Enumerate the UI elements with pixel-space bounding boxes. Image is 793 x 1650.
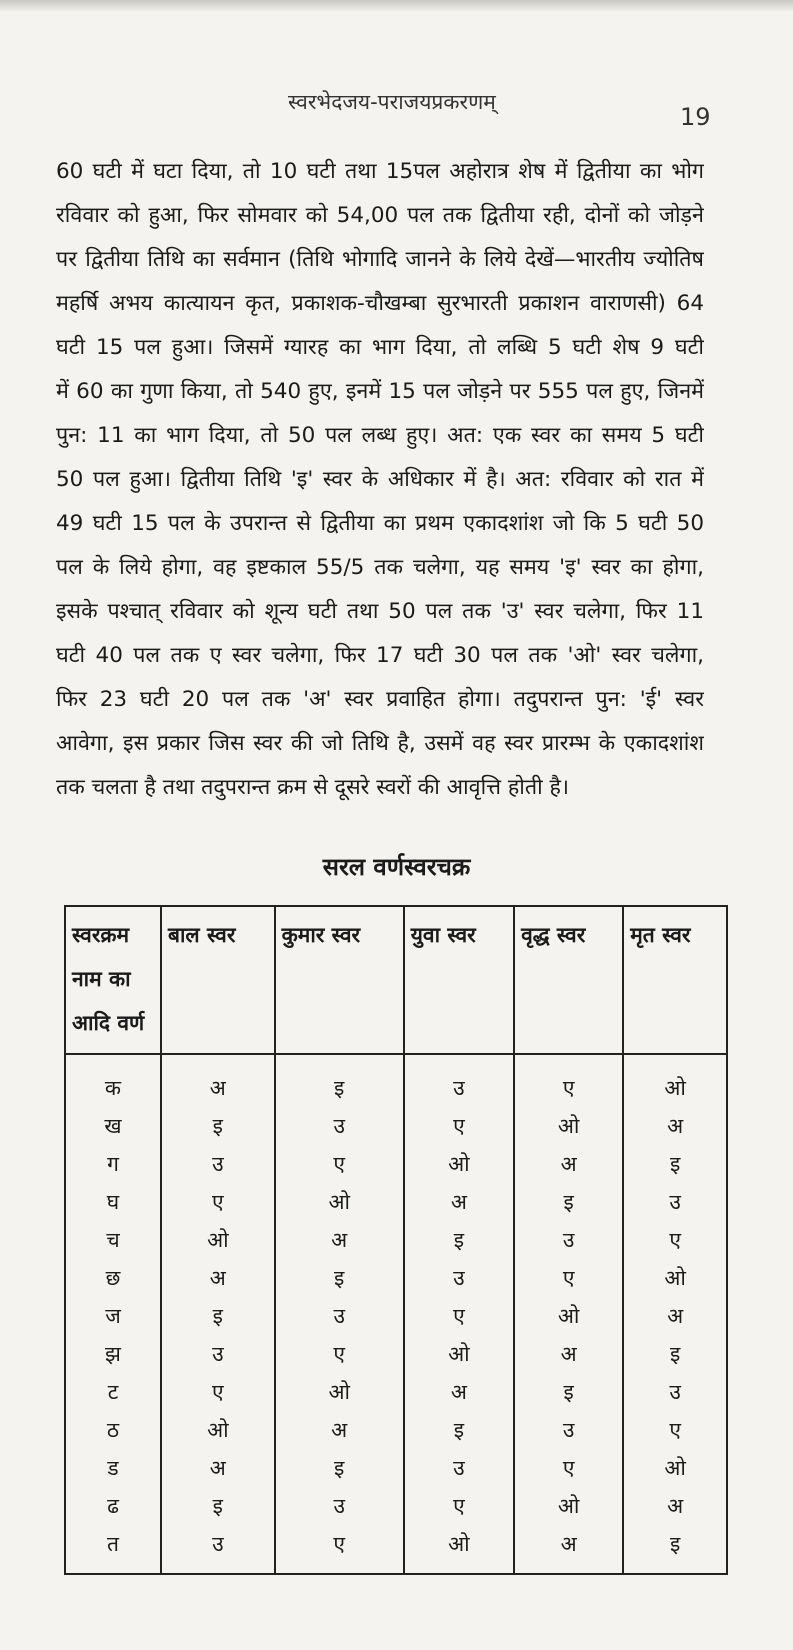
cell-yuva: ए	[404, 1487, 514, 1525]
cell-bal: उ	[161, 1145, 275, 1183]
table-title: सरल वर्णस्वरचक्र	[322, 853, 471, 881]
table-row	[65, 1487, 727, 1525]
text-line: 60 घटी में घटा दिया, तो 10 घटी तथा 15पल अहोरात्र शेष में द्वितीया का भोग	[56, 159, 704, 184]
cell-yuva: ए	[404, 1297, 514, 1335]
header-line: आदि वर्ण	[72, 1011, 145, 1035]
cell-yuva: इ	[404, 1411, 514, 1449]
header-kumar-swar: कुमार स्वर	[275, 906, 404, 1054]
text-line: आवेगा, इस प्रकार जिस स्वर की जो तिथि है, उसमें वह स्वर प्रारम्भ के एकादशांश	[56, 731, 704, 756]
cell-bal: इ	[161, 1297, 275, 1335]
cell-vriddh: इ	[514, 1183, 623, 1221]
text-line: फिर 23 घटी 20 पल तक 'अ' स्वर प्रवाहित होगा। तदुपरान्त पुन: 'ई' स्वर	[56, 687, 704, 712]
cell-bal: ओ	[161, 1411, 275, 1449]
cell-mrit: इ	[623, 1525, 727, 1574]
cell-kumar: इ	[275, 1449, 404, 1487]
cell-mrit: ओ	[623, 1054, 727, 1107]
cell-bal: उ	[161, 1525, 275, 1574]
cell-mrit: इ	[623, 1335, 727, 1373]
text-line: रविवार को हुआ, फिर सोमवार को 54,00 पल तक द्वितीया रही, दोनों को जोड़ने	[56, 203, 704, 228]
table-row	[65, 1107, 727, 1145]
cell-varna: ज	[65, 1297, 161, 1335]
text-line: घटी 15 पल हुआ। जिसमें ग्यारह का भाग दिया, तो लब्धि 5 घटी शेष 9 घटी	[56, 335, 704, 360]
text-line: पुन: 11 का भाग दिया, तो 50 पल लब्ध हुए। अत: एक स्वर का समय 5 घटी	[56, 423, 704, 448]
header-line: स्वरक्रम	[72, 923, 130, 947]
cell-varna: ग	[65, 1145, 161, 1183]
cell-vriddh: ए	[514, 1259, 623, 1297]
body-paragraph	[56, 150, 704, 810]
table-row	[65, 1525, 727, 1574]
table-row	[65, 1373, 727, 1411]
text-line: पल के लिये होगा, वह इष्टकाल 55/5 तक चलेगा, यह समय 'इ' स्वर का होगा,	[56, 555, 704, 580]
cell-mrit: ओ	[623, 1449, 727, 1487]
cell-vriddh: ओ	[514, 1107, 623, 1145]
cell-kumar: इ	[275, 1054, 404, 1107]
header-yuva-swar: युवा स्वर	[404, 906, 514, 1054]
cell-mrit: अ	[623, 1297, 727, 1335]
cell-varna: त	[65, 1525, 161, 1574]
cell-kumar: अ	[275, 1411, 404, 1449]
cell-yuva: अ	[404, 1183, 514, 1221]
table-row	[65, 1449, 727, 1487]
cell-vriddh: ओ	[514, 1297, 623, 1335]
header-line: नाम का	[72, 967, 131, 991]
cell-varna: क	[65, 1054, 161, 1107]
cell-kumar: इ	[275, 1259, 404, 1297]
cell-bal: उ	[161, 1335, 275, 1373]
cell-vriddh: उ	[514, 1411, 623, 1449]
cell-kumar: अ	[275, 1221, 404, 1259]
varna-swara-chakra-table	[64, 905, 728, 1575]
cell-mrit: उ	[623, 1373, 727, 1411]
cell-vriddh: अ	[514, 1525, 623, 1574]
cell-kumar: ओ	[275, 1373, 404, 1411]
table-row	[65, 1054, 727, 1107]
cell-yuva: इ	[404, 1221, 514, 1259]
cell-vriddh: उ	[514, 1221, 623, 1259]
cell-mrit: उ	[623, 1183, 727, 1221]
cell-bal: अ	[161, 1054, 275, 1107]
cell-mrit: अ	[623, 1487, 727, 1525]
header-mrit-swar: मृत स्वर	[623, 906, 727, 1054]
cell-bal: अ	[161, 1449, 275, 1487]
cell-kumar: ए	[275, 1335, 404, 1373]
cell-kumar: उ	[275, 1297, 404, 1335]
cell-mrit: इ	[623, 1145, 727, 1183]
table-row	[65, 1221, 727, 1259]
cell-varna: ढ	[65, 1487, 161, 1525]
table-row	[65, 1411, 727, 1449]
cell-kumar: ए	[275, 1525, 404, 1574]
text-line: महर्षि अभय कात्यायन कृत, प्रकाशक-चौखम्बा सुरभारती प्रकाशन वाराणसी) 64	[56, 291, 704, 316]
table-row	[65, 1145, 727, 1183]
cell-yuva: उ	[404, 1054, 514, 1107]
cell-yuva: ए	[404, 1107, 514, 1145]
text-line: 49 घटी 15 पल के उपरान्त से द्वितीया का प्रथम एकादशांश जो कि 5 घटी 50	[56, 511, 704, 536]
cell-yuva: उ	[404, 1259, 514, 1297]
text-line: इसके पश्चात् रविवार को शून्य घटी तथा 50 पल तक 'उ' स्वर चलेगा, फिर 11	[56, 599, 704, 624]
cell-bal: ओ	[161, 1221, 275, 1259]
header-bal-swar: बाल स्वर	[161, 906, 275, 1054]
cell-mrit: ओ	[623, 1259, 727, 1297]
table-header-row	[65, 906, 727, 1054]
cell-bal: इ	[161, 1107, 275, 1145]
cell-yuva: अ	[404, 1373, 514, 1411]
cell-kumar: उ	[275, 1487, 404, 1525]
cell-kumar: उ	[275, 1107, 404, 1145]
page-number: 19	[680, 103, 711, 131]
cell-bal: ए	[161, 1373, 275, 1411]
text-line-last: तक चलता है तथा तदुपरान्त क्रम से दूसरे स्वरों की आवृत्ति होती है।	[56, 775, 570, 800]
table-row	[65, 1259, 727, 1297]
header-adi-varna	[65, 906, 161, 1054]
cell-mrit: अ	[623, 1107, 727, 1145]
cell-mrit: ए	[623, 1221, 727, 1259]
table-row	[65, 1335, 727, 1373]
page-top-shadow	[0, 0, 793, 12]
cell-bal: इ	[161, 1487, 275, 1525]
cell-varna: च	[65, 1221, 161, 1259]
table-row	[65, 1297, 727, 1335]
table-row	[65, 1183, 727, 1221]
cell-yuva: ओ	[404, 1525, 514, 1574]
cell-varna: घ	[65, 1183, 161, 1221]
cell-vriddh: ओ	[514, 1487, 623, 1525]
text-line: घटी 40 पल तक ए स्वर चलेगा, फिर 17 घटी 30 पल तक 'ओ' स्वर चलेगा,	[56, 643, 704, 668]
cell-kumar: ए	[275, 1145, 404, 1183]
running-header: स्वरभेदजय-पराजयप्रकरणम्	[288, 90, 496, 114]
cell-varna: ट	[65, 1373, 161, 1411]
cell-vriddh: अ	[514, 1335, 623, 1373]
cell-varna: ख	[65, 1107, 161, 1145]
cell-bal: अ	[161, 1259, 275, 1297]
text-line: पर द्वितीया तिथि का सर्वमान (तिथि भोगादि जानने के लिये देखें—भारतीय ज्योतिष	[56, 247, 704, 272]
text-line: 50 पल हुआ। द्वितीया तिथि 'इ' स्वर के अधिकार में है। अत: रविवार को रात में	[56, 467, 704, 492]
cell-vriddh: ए	[514, 1449, 623, 1487]
cell-vriddh: इ	[514, 1373, 623, 1411]
cell-varna: ठ	[65, 1411, 161, 1449]
text-line: में 60 का गुणा किया, तो 540 हुए, इनमें 15 पल जोड़ने पर 555 पल हुए, जिनमें	[56, 379, 704, 404]
cell-mrit: ए	[623, 1411, 727, 1449]
cell-bal: ए	[161, 1183, 275, 1221]
cell-yuva: ओ	[404, 1335, 514, 1373]
cell-varna: ड	[65, 1449, 161, 1487]
cell-yuva: ओ	[404, 1145, 514, 1183]
cell-vriddh: अ	[514, 1145, 623, 1183]
cell-kumar: ओ	[275, 1183, 404, 1221]
cell-varna: झ	[65, 1335, 161, 1373]
cell-yuva: उ	[404, 1449, 514, 1487]
cell-varna: छ	[65, 1259, 161, 1297]
header-vriddh-swar: वृद्ध स्वर	[514, 906, 623, 1054]
cell-vriddh: ए	[514, 1054, 623, 1107]
